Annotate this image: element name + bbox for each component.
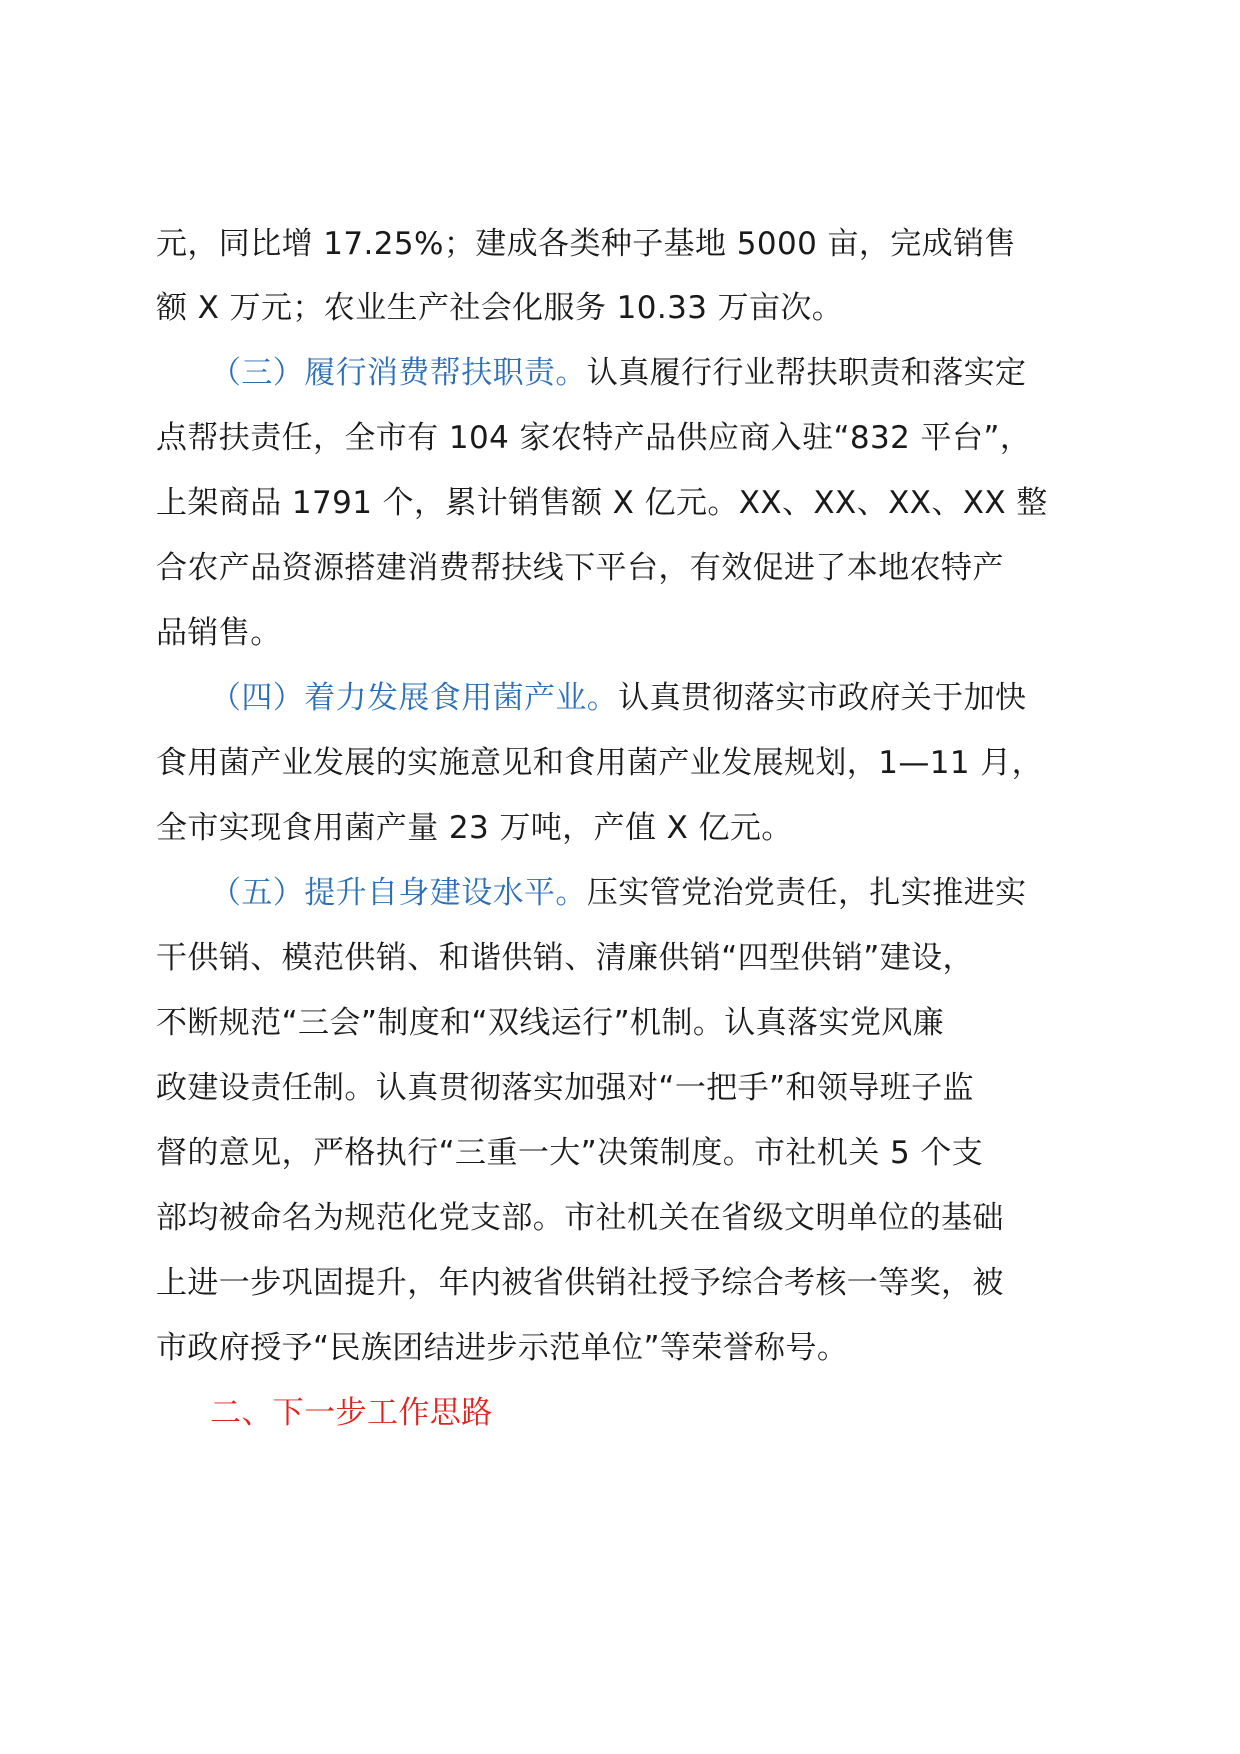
body-line-10: 全市实现食用菌产量 23 万吨，产值 X 亿元。 xyxy=(156,810,793,846)
paragraph-4-first-line xyxy=(210,678,1026,718)
paragraph-3-first-line xyxy=(210,353,1026,393)
paragraph-5-first-line xyxy=(210,873,1026,913)
body-line-16: 部均被命名为规范化党支部。市社机关在省级文明单位的基础 xyxy=(156,1200,1004,1236)
body-line-14: 政建设责任制。认真贯彻落实加强对“一把手”和领导班子监 xyxy=(156,1070,974,1106)
heading-three: （三）履行消费帮扶职责。 xyxy=(210,355,587,391)
body-line-4: 点帮扶责任，全市有 104 家农特产品供应商入驻“832 平台”， xyxy=(156,420,1032,456)
body-line-17: 上进一步巩固提升，年内被省供销社授予综合考核一等奖，被 xyxy=(156,1265,1004,1301)
paragraph-5-text: 压实管党治党责任，扎实推进实 xyxy=(586,875,1027,911)
body-line-9: 食用菌产业发展的实施意见和食用菌产业发展规划，1—11 月， xyxy=(156,745,1044,781)
body-line-15: 督的意见，严格执行“三重一大”决策制度。市社机关 5 个支 xyxy=(156,1135,984,1171)
body-line-13: 不断规范“三会”制度和“双线运行”机制。认真落实党风廉 xyxy=(156,1005,945,1041)
paragraph-3-text: 认真履行行业帮扶职责和落实定 xyxy=(586,355,1027,391)
body-line-6: 合农产品资源搭建消费帮扶线下平台，有效促进了本地农特产 xyxy=(156,550,1004,586)
body-line-7: 品销售。 xyxy=(156,615,282,651)
body-line-2: 额 X 万元；农业生产社会化服务 10.33 万亩次。 xyxy=(156,290,844,326)
heading-five: （五）提升自身建设水平。 xyxy=(210,875,587,911)
paragraph-4-text: 认真贯彻落实市政府关于加快 xyxy=(618,680,1027,716)
body-line-18: 市政府授予“民族团结进步示范单位”等荣誉称号。 xyxy=(156,1330,849,1366)
section-heading-next-steps: 二、下一步工作思路 xyxy=(210,1395,493,1431)
heading-four: （四）着力发展食用菌产业。 xyxy=(210,680,619,716)
body-line-12: 干供销、模范供销、和谐供销、清廉供销“四型供销”建设， xyxy=(156,940,974,976)
body-line-1: 元，同比增 17.25%；建成各类种子基地 5000 亩，完成销售 xyxy=(156,226,1016,262)
body-line-5: 上架商品 1791 个，累计销售额 X 亿元。XX、XX、XX、XX 整 xyxy=(156,485,1048,521)
